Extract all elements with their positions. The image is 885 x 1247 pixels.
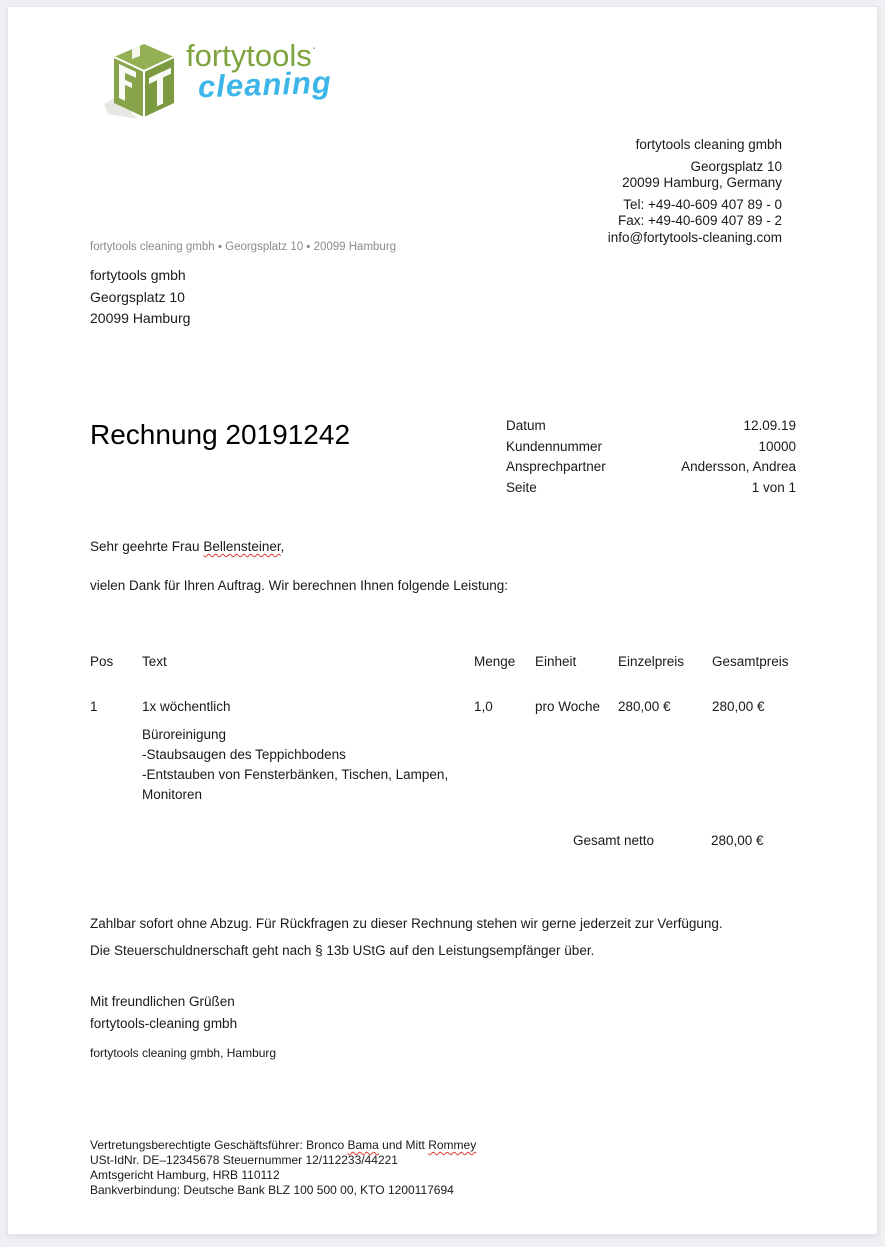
sender-street: Georgsplatz 10 [690,158,782,174]
footer-bank-line: Bankverbindung: Deutsche Bank BLZ 100 500 00, KTO 1200117694 [90,1183,454,1197]
item-description-line: -Staubsaugen des Teppichbodens [142,747,346,762]
sender-email: info@fortytools-cleaning.com [607,229,782,245]
item-text: 1x wöchentlich [142,699,231,714]
closing-company: fortytools-cleaning gmbh [90,1015,238,1031]
meta-label: Datum [506,418,546,433]
meta-value: 10000 [758,438,796,454]
item-description-line: Büroreinigung [142,727,227,742]
footer-director-name-1: Bama [347,1138,379,1152]
footer-tax-line: USt-IdNr. DE–12345678 Steuernummer 12/112233/44221 [90,1153,398,1167]
meta-label: Seite [506,479,537,495]
greeting-line [90,539,284,554]
payment-note: Zahlbar sofort ohne Abzug. Für Rückfragen zu dieser Rechnung stehen wir gerne jederzeit zur Verfügung. [90,916,723,931]
footer-directors-mid: und Mitt [378,1138,429,1152]
footer-director-name-2: Rommey [428,1138,477,1152]
meta-row-ansprechpartner [506,459,796,480]
item-gesamtpreis: 280,00 € [712,699,765,714]
footer-court-line: Amtsgericht Hamburg, HRB 110112 [90,1168,280,1182]
meta-row-kundennummer [506,439,796,460]
closing-block [90,991,237,1034]
logo-box-icon [104,40,176,122]
item-description-line: Monitoren [142,787,203,802]
sender-fax: Fax: +49-40-609 407 89 - 2 [618,213,782,228]
meta-value: Andersson, Andrea [681,459,796,475]
item-menge: 1,0 [474,699,493,714]
meta-label: Kundennummer [506,438,603,454]
item-pos: 1 [90,699,98,714]
total-net-label: Gesamt netto [572,833,654,848]
brand-name-text: fortytools [186,38,312,73]
recipient-name: fortytools gmbh [90,267,186,283]
total-net-value: 280,00 € [711,833,764,848]
sender-company: fortytools cleaning gmbh [635,137,782,152]
invoice-meta [506,418,796,500]
meta-value: 1 von 1 [751,479,796,495]
col-header-menge: Menge [474,654,516,669]
brand-subname: cleaning [197,64,333,105]
recipient-street: Georgsplatz 10 [90,288,185,305]
greeting-suffix: , [280,539,285,554]
invoice-page [7,6,878,1235]
sender-tel: Tel: +49-40-609 407 89 - 0 [623,196,782,212]
item-einheit: pro Woche [535,699,601,714]
signature-note: fortytools cleaning gmbh, Hamburg [90,1046,277,1060]
col-header-pos: Pos [90,654,114,669]
greeting-prefix: Sehr geehrte Frau [90,539,204,554]
closing-salutation: Mit freundlichen Grüßen [90,994,235,1009]
sender-header-block [608,137,782,246]
meta-value: 12.09.19 [743,418,796,433]
meta-label: Ansprechpartner [506,459,606,475]
return-address-line: fortytools cleaning gmbh ▪ Georgsplatz 10 ▪ 20099 Hamburg [90,241,397,253]
meta-row-datum [506,418,796,439]
recipient-city: 20099 Hamburg [90,310,191,326]
item-description-line: -Entstauben von Fensterbänken, Tischen, Lampen, [142,767,449,782]
invoice-title: Rechnung 20191242 [90,419,351,450]
item-einzelpreis: 280,00 € [618,699,671,714]
footer-directors-line [90,1138,476,1153]
item-description [142,725,448,805]
col-header-text: Text [142,654,167,669]
footer-block [90,1138,476,1198]
intro-line: vielen Dank für Ihren Auftrag. Wir berechnen Ihnen folgende Leistung: [90,578,509,593]
footer-directors-prefix: Vertretungsberechtigte Geschäftsführer: Bronco [90,1138,348,1152]
logo-text [186,38,333,105]
recipient-address [90,265,190,330]
meta-row-seite [506,480,796,501]
tax-note: Die Steuerschuldnerschaft geht nach § 13b UStG auf den Leistungsempfänger über. [90,943,595,958]
col-header-einheit: Einheit [535,654,577,669]
brand-trademark: · [311,39,317,55]
sender-city: 20099 Hamburg, Germany [622,175,782,190]
greeting-name: Bellensteiner [203,539,281,554]
col-header-gesamtpreis: Gesamtpreis [712,654,789,669]
company-logo [104,40,332,122]
col-header-einzelpreis: Einzelpreis [618,654,685,669]
